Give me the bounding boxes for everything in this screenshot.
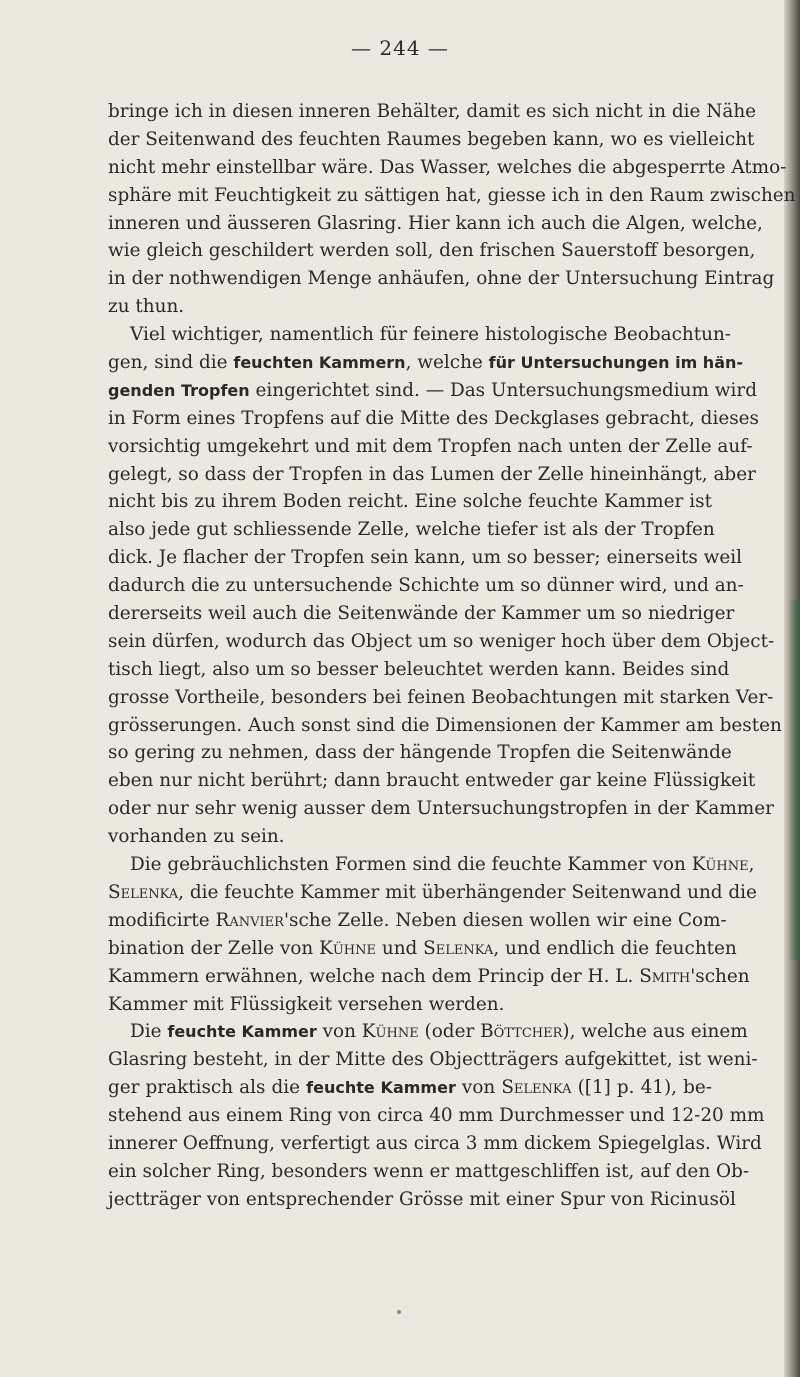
text-line: Kammer mit Flüssigkeit versehen werden. (108, 993, 505, 1015)
text-line: in Form eines Tropfens auf die Mitte des Deckglases gebracht, dieses (108, 407, 759, 429)
text-line: dick. Je flacher der Tropfen sein kann, um so besser; einerseits weil (108, 547, 743, 569)
text-line: Selenka, die feuchte Kammer mit überhängender Seitenwand und die (108, 881, 757, 903)
text-line: grosse Vortheile, besonders bei feinen Beobachtungen mit starken Ver- (108, 686, 774, 708)
body-text (108, 98, 796, 1214)
text-line: vorhanden zu sein. (108, 826, 285, 848)
text-line: oder nur sehr wenig ausser dem Untersuchungstropfen in der Kammer (108, 798, 774, 820)
text-line: ger praktisch als die feuchte Kammer von Selenka ([1] p. 41), be- (108, 1077, 712, 1099)
paragraph-start-line: Die gebräuchlichsten Formen sind die feuchte Kammer von Kühne, (130, 854, 755, 876)
text-line: wie gleich geschildert werden soll, den frischen Sauerstoff besorgen, (108, 240, 756, 262)
text-line: Glasring besteht, in der Mitte des Objectträgers aufgekittet, ist weni- (108, 1049, 758, 1071)
text-line: gelegt, so dass der Tropfen in das Lumen der Zelle hineinhängt, aber (108, 463, 756, 485)
text-line: der Seitenwand des feuchten Raumes begeben kann, wo es vielleicht (108, 128, 755, 150)
text-line: Kammern erwähnen, welche nach dem Princip der H. L. Smith'schen (108, 965, 750, 987)
text-line: zu thun. (108, 296, 185, 318)
text-line: also jede gut schliessende Zelle, welche tiefer ist als der Tropfen (108, 519, 715, 541)
text-line: sphäre mit Feuchtigkeit zu sättigen hat, giesse ich in den Raum zwischen (108, 184, 796, 206)
page-spine-edge (784, 0, 800, 1377)
text-line: gen, sind die feuchten Kammern, welche für Untersuchungen im hän- (108, 352, 744, 374)
text-line: modificirte Ranvier'sche Zelle. Neben diesen wollen wir eine Com- (108, 909, 727, 931)
paragraph-start-line: Viel wichtiger, namentlich für feinere histologische Beobachtun- (130, 324, 732, 346)
text-line: bination der Zelle von Kühne und Selenka, und endlich die feuchten (108, 937, 737, 959)
text-line: dererseits weil auch die Seitenwände der Kammer um so niedriger (108, 603, 735, 625)
text-line: inneren und äusseren Glasring. Hier kann ich auch die Algen, welche, (108, 212, 763, 234)
page-number-header: — 244 — (351, 36, 449, 60)
text-line: tisch liegt, also um so besser beleuchtet werden kann. Beides sind (108, 658, 730, 680)
page-speck (397, 1310, 401, 1314)
text-line: sein dürfen, wodurch das Object um so weniger hoch über dem Object- (108, 630, 775, 652)
text-line: nicht mehr einstellbar wäre. Das Wasser, welches die abgesperrte Atmo- (108, 156, 787, 178)
text-line: eben nur nicht berührt; dann braucht entweder gar keine Flüssigkeit (108, 770, 756, 792)
text-line: so gering zu nehmen, dass der hängende Tropfen die Seitenwände (108, 742, 732, 764)
text-line: vorsichtig umgekehrt und mit dem Tropfen nach unten der Zelle auf- (108, 435, 753, 457)
text-line: jectträger von entsprechender Grösse mit einer Spur von Ricinusöl (108, 1188, 736, 1210)
text-line: ein solcher Ring, besonders wenn er mattgeschliffen ist, auf den Ob- (108, 1160, 750, 1182)
text-line: genden Tropfen eingerichtet sind. — Das Untersuchungsmedium wird (108, 379, 757, 401)
text-line: grösserungen. Auch sonst sind die Dimensionen der Kammer am besten (108, 714, 782, 736)
text-line: innerer Oeffnung, verfertigt aus circa 3 mm dickem Spiegelglas. Wird (108, 1132, 762, 1154)
text-line: dadurch die zu untersuchende Schichte um so dünner wird, und an- (108, 575, 744, 597)
text-line: in der nothwendigen Menge anhäufen, ohne der Untersuchung Eintrag (108, 268, 775, 290)
text-line: stehend aus einem Ring von circa 40 mm Durchmesser und 12-20 mm (108, 1105, 765, 1127)
paragraph-start-line: Die feuchte Kammer von Kühne (oder Böttcher), welche aus einem (130, 1021, 748, 1043)
text-line: bringe ich in diesen inneren Behälter, damit es sich nicht in die Nähe (108, 101, 757, 122)
text-line: nicht bis zu ihrem Boden reicht. Eine solche feuchte Kammer ist (108, 491, 712, 513)
